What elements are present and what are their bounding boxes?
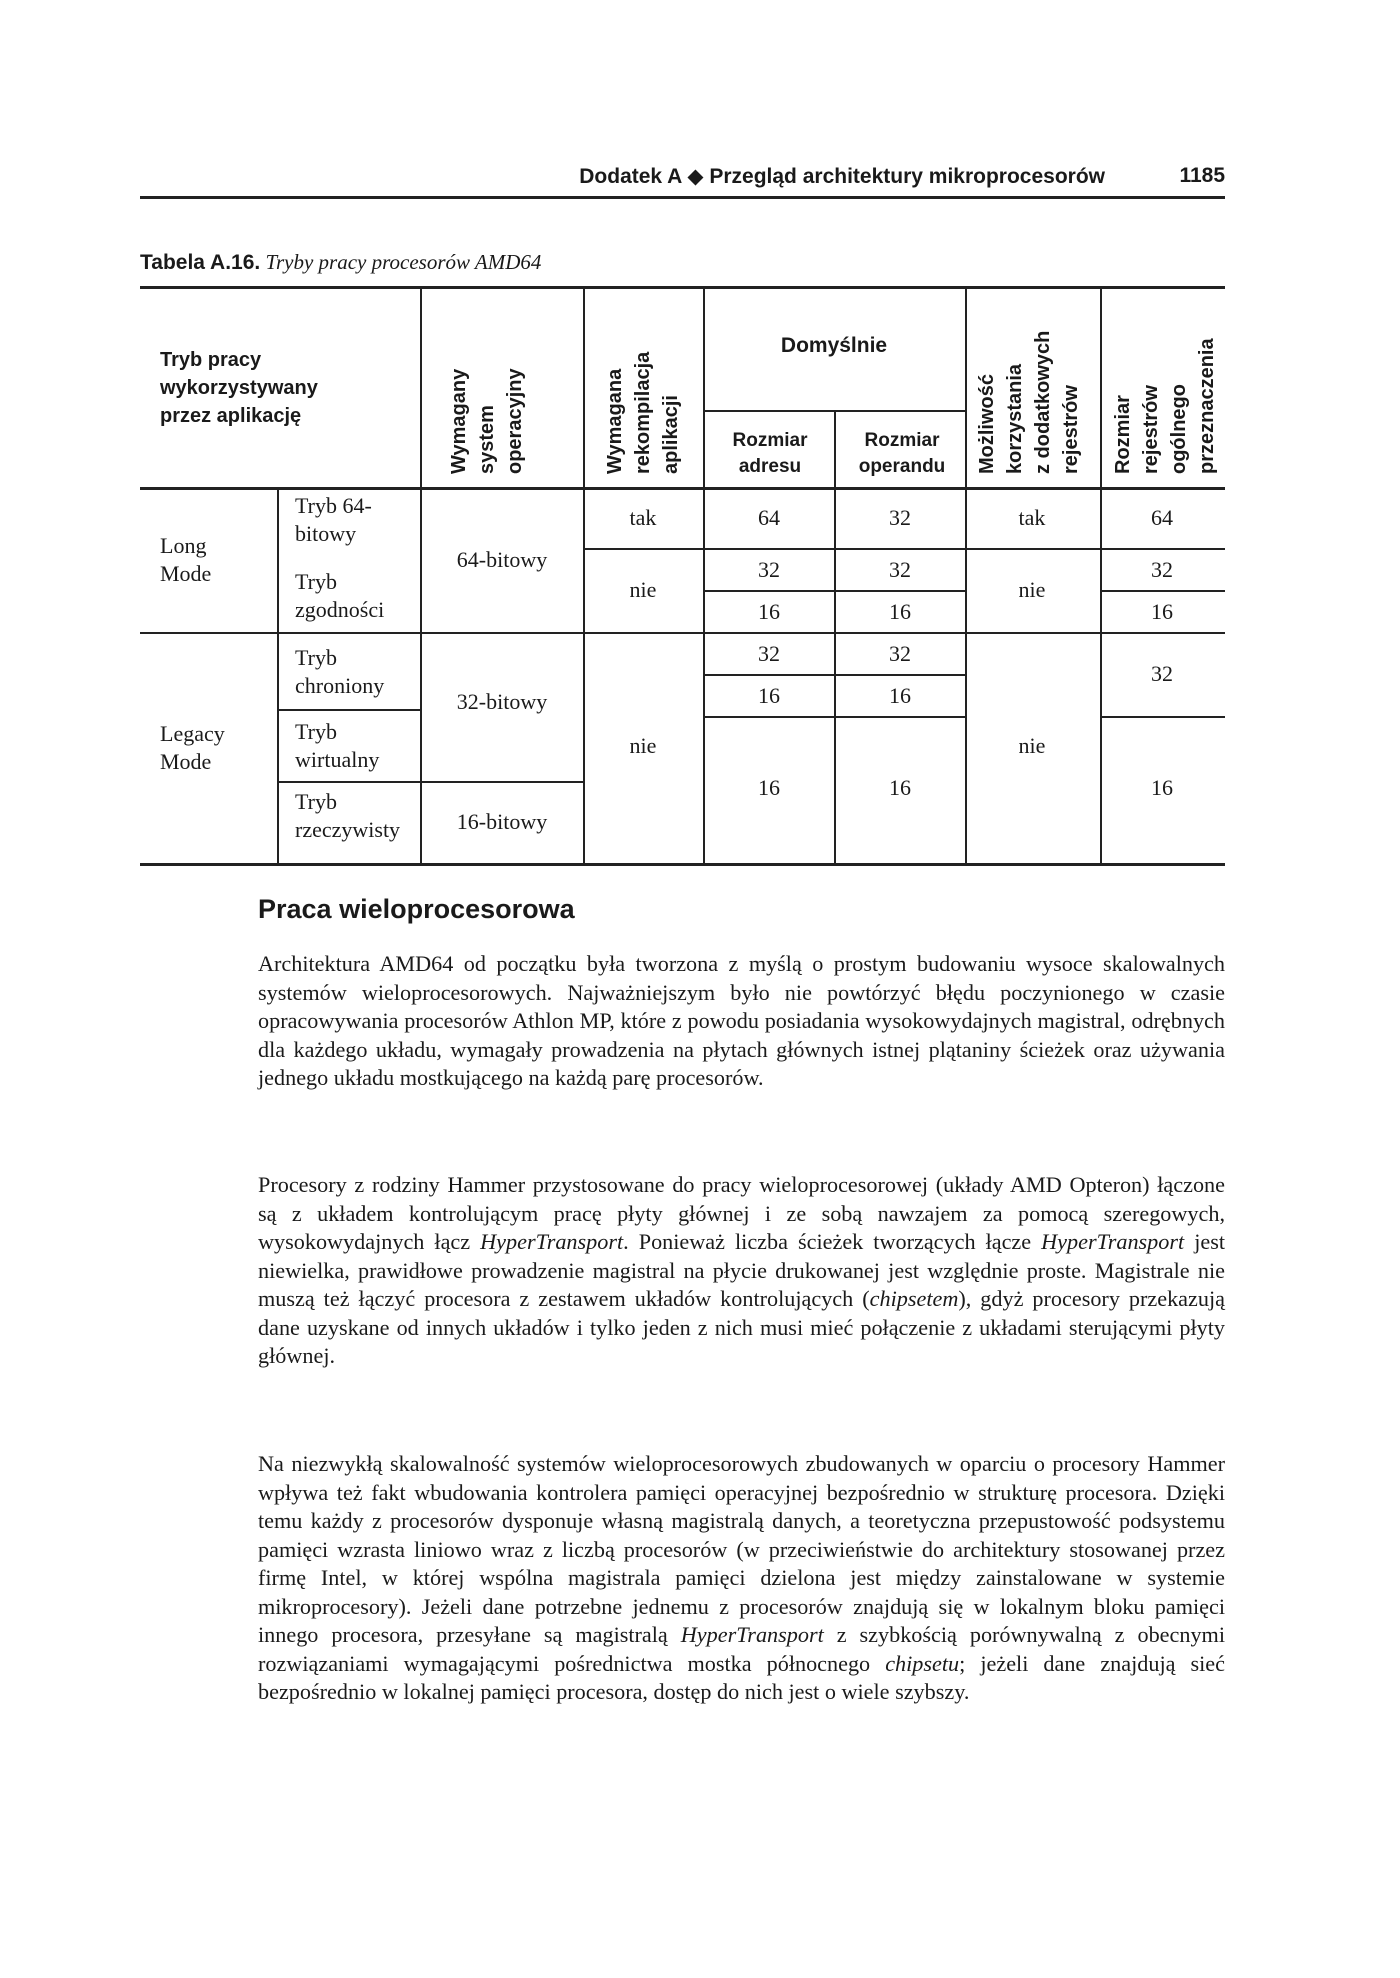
header-gpr-size-line4: przeznaczenia: [1196, 338, 1218, 474]
header-address-size: Rozmiar adresu: [732, 430, 808, 477]
submode-real: Tryb rzeczywisty: [295, 789, 401, 842]
header-extra-regs-line1: Możliwość: [976, 373, 998, 474]
operand-size-cell: 32: [889, 557, 911, 582]
operand-size-cell: 32: [889, 641, 911, 666]
col-rule: [420, 286, 422, 864]
col-rule: [834, 410, 836, 864]
paragraph-2-text: . Ponieważ liczba ścieżek tworzących łącze: [623, 1229, 1042, 1254]
paragraph-2-text: ), gdyż procesory przekazują dane uzyskane od innych układów i tylko jeden z nich musi mieć połączenie z układami sterującymi płyty głównej.: [258, 1286, 1225, 1368]
running-header: [140, 160, 1225, 199]
paragraph-2-text: Procesory z rodziny Hammer przystosowane do pracy wieloprocesorowej (układy AMD Opteron) łączone są z układem kontrolującym pracę płyty głównej i ze sobą nawzajem za pomocą szeregowych, wysokowydajnych łącz: [258, 1172, 1225, 1254]
page-number: 1185: [1179, 164, 1225, 187]
paragraph-2-emphasis: HyperTransport: [1041, 1229, 1185, 1254]
group-legacy-mode: Legacy Mode: [160, 721, 225, 774]
gpr-size-cell: 64: [1151, 505, 1173, 530]
paragraph-3-emphasis: HyperTransport: [680, 1622, 824, 1647]
header-recompile-line2: rekompilacja: [632, 351, 654, 474]
table-caption: [140, 250, 541, 275]
row-rule: [583, 548, 1225, 550]
gpr-size-cell: 32: [1151, 661, 1173, 686]
header-mode: Tryb pracy wykorzystywany przez aplikację: [160, 349, 318, 427]
address-size-cell: 32: [758, 641, 780, 666]
table-caption-title: Tryby pracy procesorów AMD64: [265, 250, 542, 274]
row-rule: [277, 781, 583, 783]
section-title: Praca wieloprocesorowa: [258, 894, 575, 924]
header-extra-regs-line4: rejestrów: [1060, 385, 1082, 474]
submode-protected: Tryb chroniony: [295, 645, 385, 698]
header-bottom-rule: [140, 487, 1225, 490]
address-size-cell: 16: [758, 775, 780, 800]
paragraph-3: [258, 1450, 1225, 1707]
extra-regs-64bit: tak: [1018, 505, 1046, 530]
header-extra-regs-line2: korzystania: [1004, 363, 1026, 474]
modes-table: [140, 286, 1225, 864]
recompile-64bit: tak: [629, 505, 657, 530]
running-header-title: Dodatek A ◆ Przegląd architektury mikroprocesorów: [579, 165, 1105, 188]
group-long-mode: Long Mode: [160, 533, 212, 586]
operand-size-cell: 16: [889, 775, 911, 800]
address-size-cell: 64: [758, 505, 780, 530]
table-caption-label: Tabela A.16.: [140, 251, 261, 274]
header-os-line1: Wymagany: [448, 368, 470, 474]
gpr-size-cell: 32: [1151, 557, 1173, 582]
row-rule: [1100, 590, 1225, 592]
paragraph-1: Architektura AMD64 od początku była tworzona z myślą o prostym budowaniu wysoce skalowalnych systemów wieloprocesorowych. Najważniejszym było nie powtórzyć błędu poczynionego w czasie opracowywania procesorów Athlon MP, które z powodu posiadania wysokowydajnych magistral, odrębnych dla każdego układu, wymagały prowadzenia na płytach głównych istnej plątaniny ścieżek oraz używania jednego układu mostkującego na każdą parę procesorów.: [258, 951, 1225, 1090]
row-rule: [277, 709, 420, 711]
col-rule: [1100, 286, 1102, 864]
header-defaults: Domyślnie: [780, 334, 888, 357]
gpr-size-cell: 16: [1151, 599, 1173, 624]
operand-size-cell: 32: [889, 505, 911, 530]
header-gpr-size-line3: ogólnego: [1168, 384, 1190, 474]
recompile-compat: nie: [629, 577, 657, 602]
table-bottom-rule: [140, 863, 1225, 866]
address-size-cell: 16: [758, 599, 780, 624]
paragraph-3-text: Na niezwykłą skalowalność systemów wieloprocesorowych zbudowanych w oparciu o procesory Hammer wpływa też fakt wbudowania kontrolera pamięci operacyjnej bezpośrednio w strukturę procesora. Dzięki temu każdy z procesorów dysponuje własną magistralą danych, a teoretyczna przepustowość podsystemu pamięci wzrasta liniowo wraz z liczbą procesorów (w przeciwieństwie do architektury stosowanej przez firmę Intel, w której wspólna magistrala pamięci dzielona jest między zainstalowane w systemie mikroprocesory). Jeżeli dane potrzebne jednemu z procesorów znajdują się w lokalnym bloku pamięci innego procesora, przesyłane są magistralą: [258, 1451, 1225, 1647]
group-rule: [140, 632, 1225, 634]
col-rule: [703, 286, 705, 864]
operand-size-cell: 16: [889, 599, 911, 624]
address-size-cell: 16: [758, 683, 780, 708]
header-recompile-line1: Wymagana: [604, 368, 626, 474]
header-recompile-line3: aplikacji: [660, 395, 682, 474]
col-rule: [277, 488, 279, 864]
header-operand-size: Rozmiar operandu: [858, 430, 946, 477]
paragraph-2: [258, 1171, 1225, 1371]
os-long: 64-bitowy: [456, 547, 548, 572]
submode-virtual: Tryb wirtualny: [295, 719, 380, 772]
col-rule: [965, 286, 967, 864]
header-gpr-size-line2: rejestrów: [1140, 385, 1162, 474]
address-size-cell: 32: [758, 557, 780, 582]
header-os-line2: system: [476, 405, 498, 474]
extra-regs-legacy: nie: [1018, 733, 1046, 758]
extra-regs-compat: nie: [1018, 577, 1046, 602]
operand-size-cell: 16: [889, 683, 911, 708]
row-rule: [1100, 716, 1225, 718]
header-extra-regs-line3: z dodatkowych: [1032, 330, 1054, 474]
paragraph-2-emphasis: chipsetem: [869, 1286, 959, 1311]
gpr-size-cell: 16: [1151, 775, 1173, 800]
submode-compat: Tryb zgodności: [295, 569, 385, 622]
submode-64bit: Tryb 64-bitowy: [295, 493, 372, 546]
os-real: 16-bitowy: [456, 809, 548, 834]
paragraph-2-emphasis: HyperTransport: [480, 1229, 624, 1254]
header-gpr-size-line1: Rozmiar: [1112, 395, 1134, 474]
recompile-legacy: nie: [629, 733, 657, 758]
paragraph-3-text: z szybkością porównywalną z obecnymi rozwiązaniami wymagającymi pośrednictwa mostka północnego: [258, 1622, 1225, 1676]
header-os-line3: operacyjny: [504, 368, 526, 474]
paragraph-3-text: ; jeżeli dane znajdują sieć bezpośrednio w lokalnej pamięci procesora, dostęp do nich jest o wiele szybszy.: [258, 1650, 1225, 1704]
paragraph-2-text: jest niewielka, prawidłowe prowadzenie magistral na płycie drukowanej jest względnie proste. Magistrale nie muszą też łączyć procesora z zestawem układów kontrolujących (: [258, 1229, 1226, 1311]
table-top-rule: [140, 286, 1225, 289]
col-rule: [583, 286, 585, 864]
os-protvirt: 32-bitowy: [456, 689, 548, 714]
paragraph-3-emphasis: chipsetu: [885, 1650, 960, 1676]
